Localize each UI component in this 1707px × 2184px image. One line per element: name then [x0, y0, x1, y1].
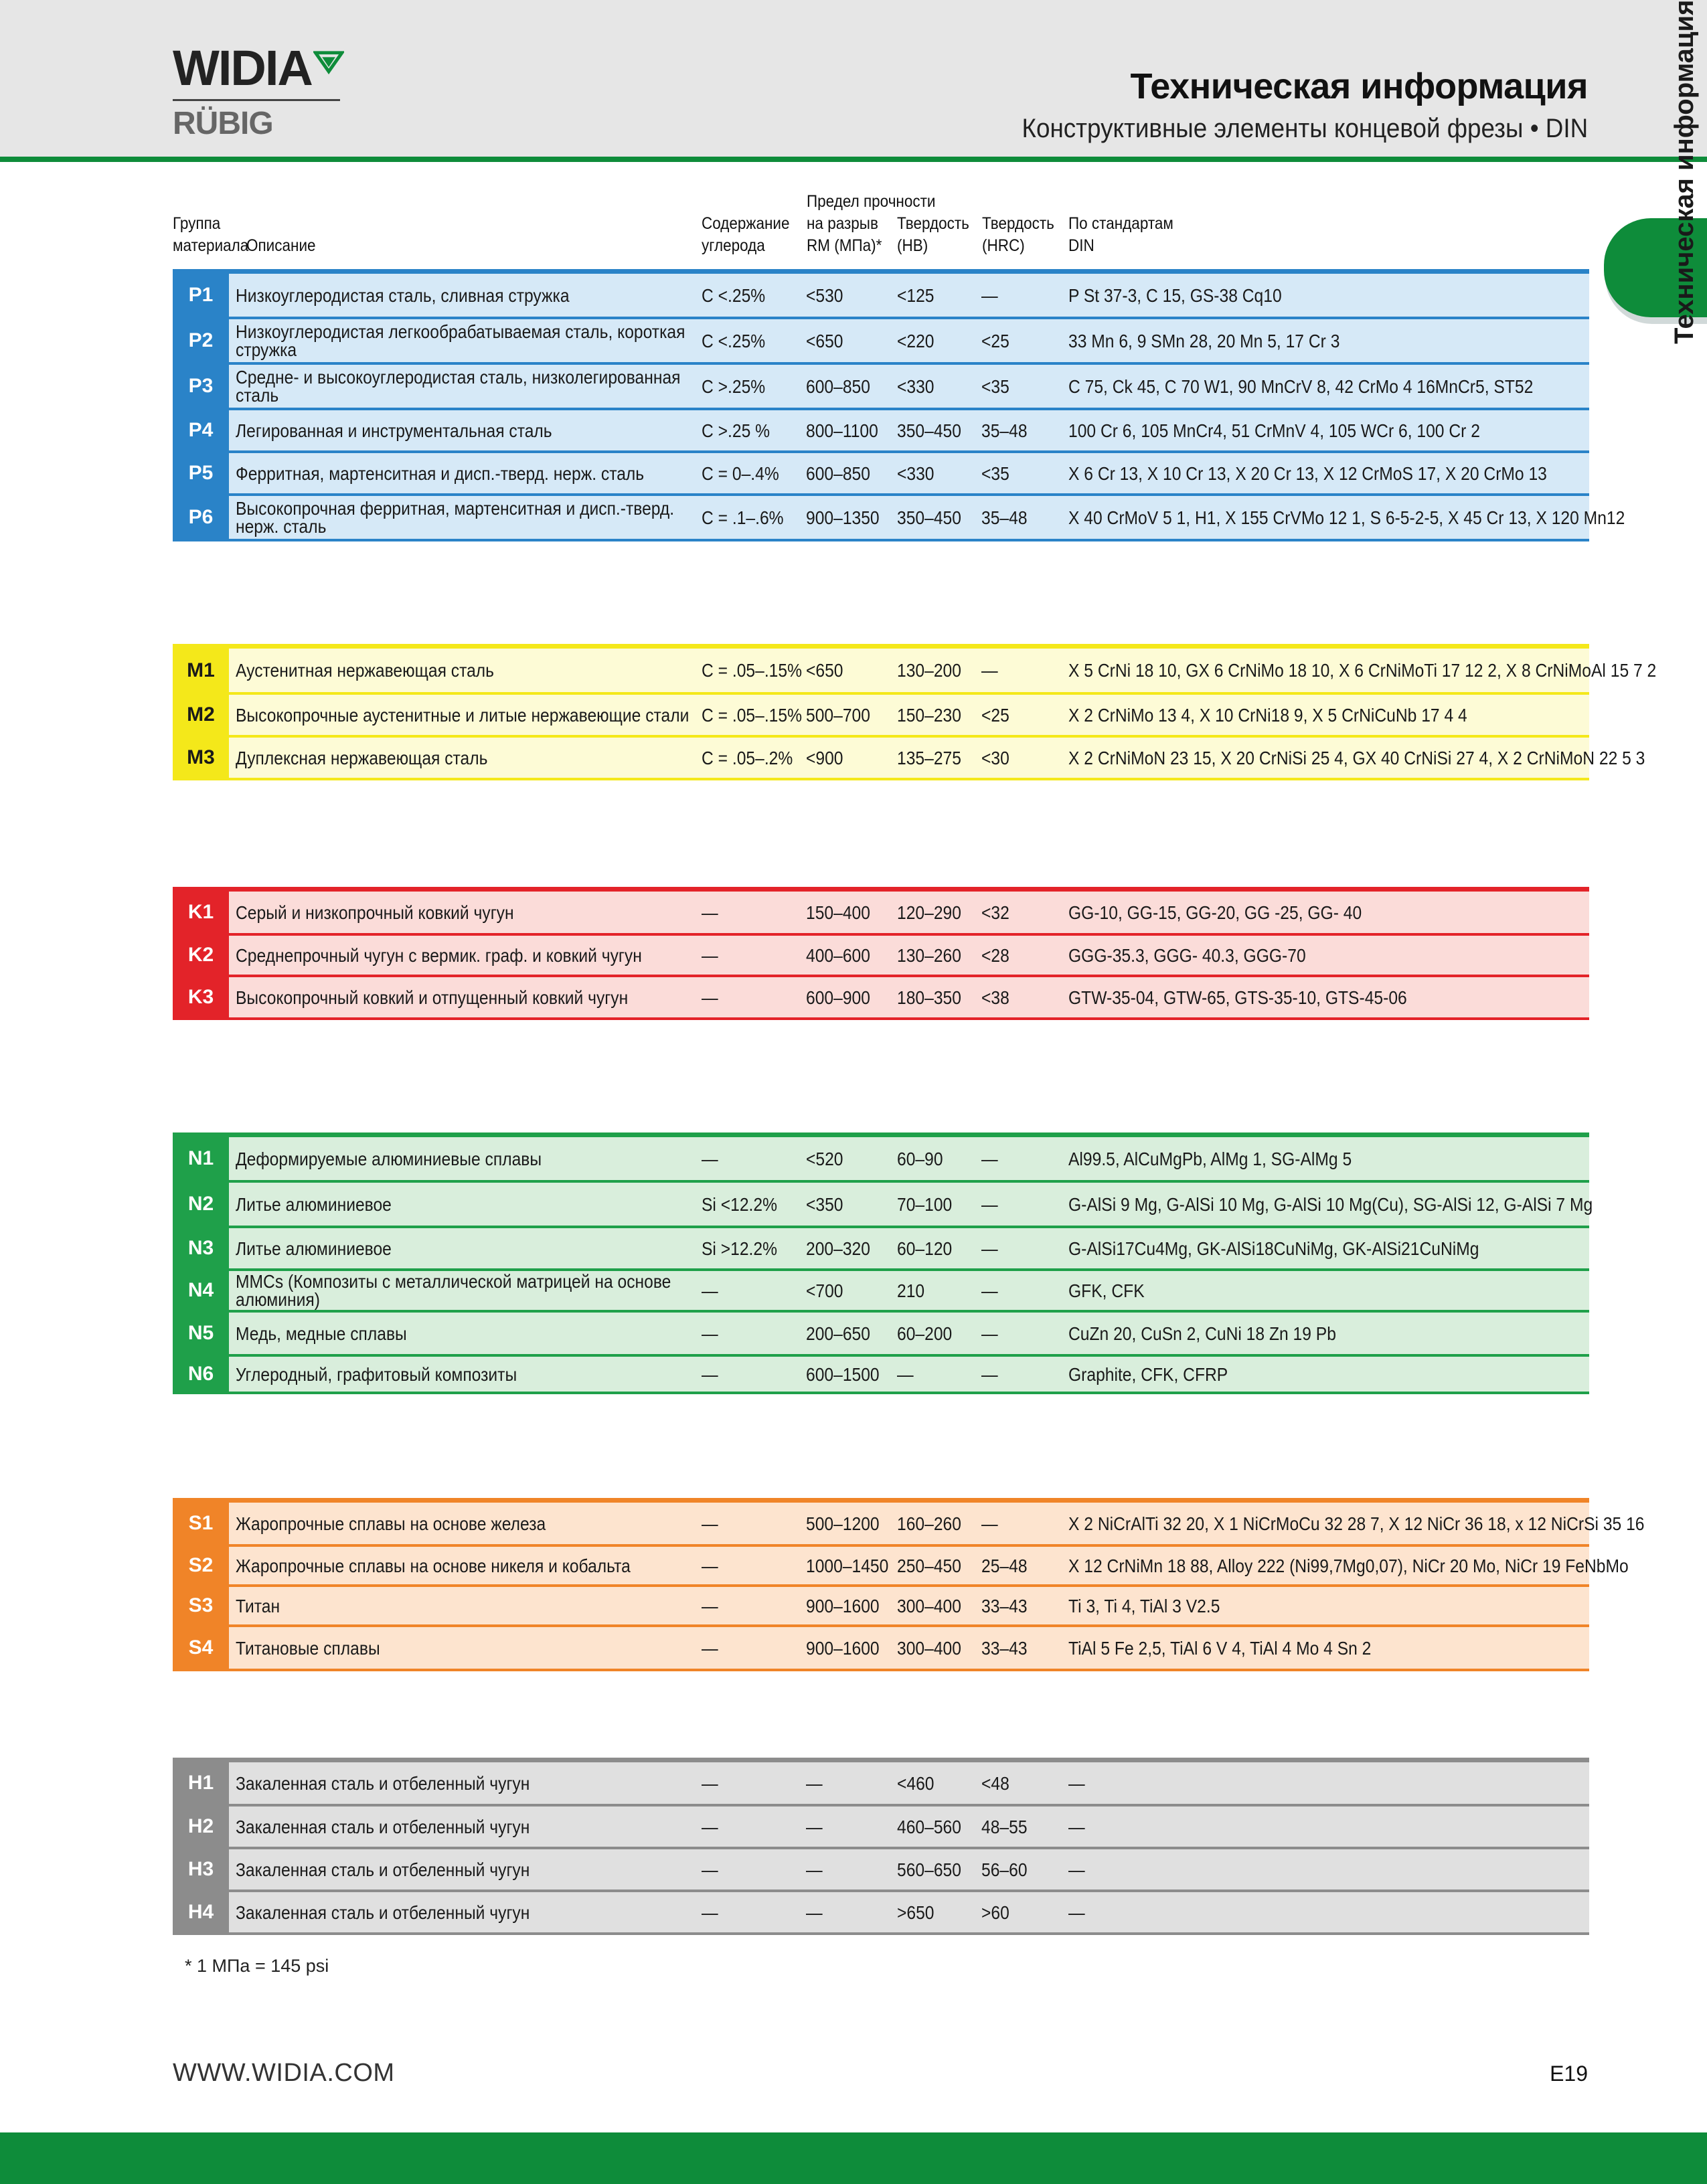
cell-hrc: — — [981, 1280, 998, 1301]
cell-din: GTW-35-04, GTW-65, GTS-35-10, GTS-45-06 — [1068, 987, 1407, 1008]
cell-desc: Углеродный, графитовый композиты — [236, 1363, 517, 1385]
material-code: P4 — [173, 410, 229, 450]
cell-desc: Жаропрочные сплавы на основе железа — [236, 1513, 546, 1534]
table-row — [173, 1849, 1589, 1892]
cell-rm: 900–1600 — [806, 1595, 880, 1616]
cell-carbon: — — [702, 1555, 718, 1576]
cell-din: GFK, CFK — [1068, 1280, 1145, 1301]
cell-din: X 6 Cr 13, X 10 Cr 13, X 20 Cr 13, X 12 CrMoS 17, X 20 CrMo 13 — [1068, 463, 1547, 484]
cell-din: X 2 CrNiMo 13 4, X 10 CrNi18 9, X 5 CrNiCuNb 17 4 4 — [1068, 704, 1467, 726]
cell-carbon: — — [702, 1513, 718, 1534]
cell-hrc: <25 — [981, 330, 1009, 351]
material-code: M1 — [173, 649, 229, 692]
col-head-group: Группа материала — [173, 214, 249, 255]
cell-desc: Среднепрочный чугун с вермик. граф. и ковкий чугун — [236, 944, 642, 966]
cell-carbon: C = .05–.15% — [702, 660, 802, 681]
cell-hrc: — — [981, 1513, 998, 1534]
cell-desc: MMCs (Композиты с металлической матрицей на основе алюминия) — [236, 1271, 671, 1310]
table-row — [173, 1587, 1589, 1627]
table-row — [173, 319, 1589, 365]
table-row — [173, 1547, 1629, 1587]
cell-rm: 200–320 — [806, 1238, 870, 1259]
cell-din: 100 Cr 6, 105 MnCr4, 51 CrMnV 4, 105 WCr 6, 100 Cr 2 — [1068, 420, 1480, 441]
cell-hb: 120–290 — [897, 902, 961, 923]
group-top-line — [173, 1758, 1589, 1762]
cell-desc: Закаленная сталь и отбеленный чугун — [236, 1772, 530, 1794]
cell-desc: Низкоуглеродистая сталь, сливная стружка — [236, 284, 570, 306]
table-row — [173, 649, 1657, 695]
cell-rm: 400–600 — [806, 944, 870, 966]
material-code: N1 — [173, 1137, 229, 1180]
cell-hb: 135–275 — [897, 747, 961, 768]
material-code: M2 — [173, 695, 229, 735]
cell-carbon: Si <12.2% — [702, 1193, 778, 1215]
material-code: P6 — [173, 496, 229, 539]
material-code: S1 — [173, 1503, 229, 1544]
table-row — [173, 936, 1589, 977]
cell-hrc: <28 — [981, 944, 1009, 966]
cell-din: P St 37-3, C 15, GS-38 Cq10 — [1068, 284, 1282, 306]
table-row — [173, 1357, 1589, 1394]
cell-desc: Средне- и высокоуглеродистая сталь, низколегированная сталь — [236, 367, 681, 406]
cell-hrc: 48–55 — [981, 1816, 1028, 1837]
group-top-line — [173, 269, 1589, 274]
cell-desc: Высокопрочный ковкий и отпущенный ковкий чугун — [236, 987, 629, 1008]
cell-carbon: C <.25% — [702, 330, 766, 351]
table-row — [173, 1183, 1593, 1228]
cell-hb: 160–260 — [897, 1513, 961, 1534]
group-top-line — [173, 644, 1589, 649]
cell-rm: <700 — [806, 1280, 843, 1301]
material-code: M3 — [173, 738, 229, 778]
material-group-k — [173, 887, 1589, 1008]
cell-hb: 460–560 — [897, 1816, 961, 1837]
cell-hb: — — [897, 1363, 914, 1385]
table-row — [173, 1228, 1589, 1271]
cell-rm: 1000–1450 — [806, 1555, 889, 1576]
cell-hb: 350–450 — [897, 507, 961, 528]
cell-din: — — [1068, 1902, 1085, 1923]
cell-rm: — — [806, 1859, 823, 1880]
cell-desc: Титан — [236, 1595, 280, 1616]
cell-hrc: — — [981, 1238, 998, 1259]
cell-din: C 75, Ck 45, C 70 W1, 90 MnCrV 8, 42 CrMo 4 16MnCr5, ST52 — [1068, 375, 1534, 397]
cell-hrc: <35 — [981, 463, 1009, 484]
material-code: P5 — [173, 453, 229, 493]
cell-hrc: >60 — [981, 1902, 1009, 1923]
cell-din: G-AlSi 9 Mg, G-AlSi 10 Mg, G-AlSi 10 Mg(Cu), SG-AlSi 12, G-AlSi 7 Mg — [1068, 1193, 1593, 1215]
cell-din: — — [1068, 1772, 1085, 1794]
cell-desc: Деформируемые алюминиевые сплавы — [236, 1148, 542, 1169]
cell-hb: 250–450 — [897, 1555, 961, 1576]
group-top-line — [173, 887, 1589, 892]
cell-din: — — [1068, 1859, 1085, 1880]
table-row — [173, 1313, 1589, 1357]
footer-band — [0, 2132, 1707, 2184]
cell-hb: <330 — [897, 463, 934, 484]
cell-din: Graphite, CFK, CFRP — [1068, 1363, 1228, 1385]
cell-hrc: <25 — [981, 704, 1009, 726]
cell-din: G-AlSi17Cu4Mg, GK-AlSi18CuNiMg, GK-AlSi21CuNiMg — [1068, 1238, 1479, 1259]
cell-din: Al99.5, AlCuMgPb, AlMg 1, SG-AlMg 5 — [1068, 1148, 1352, 1169]
cell-hrc: <38 — [981, 987, 1009, 1008]
table-row — [173, 1137, 1589, 1183]
cell-hb: <330 — [897, 375, 934, 397]
logo-widia-text: WIDIA — [173, 40, 312, 96]
cell-carbon: C = .05–.2% — [702, 747, 793, 768]
table-row — [173, 274, 1589, 319]
table-row — [173, 1627, 1589, 1671]
material-code: K2 — [173, 936, 229, 975]
material-code: P2 — [173, 319, 229, 362]
material-group-s — [173, 1498, 1645, 1659]
cell-desc: Медь, медные сплавы — [236, 1323, 407, 1344]
logo-divider — [173, 99, 340, 101]
cell-carbon: C <.25% — [702, 284, 766, 306]
cell-din: X 2 CrNiMoN 23 15, X 20 CrNiSi 25 4, GX 40 CrNiSi 27 4, X 2 CrNiMoN 22 5 3 — [1068, 747, 1645, 768]
cell-desc: Литье алюминиевое — [236, 1238, 392, 1259]
page-title: Техническая информация — [1130, 66, 1588, 106]
cell-hb: 560–650 — [897, 1859, 961, 1880]
material-code: K1 — [173, 892, 229, 933]
cell-hb: <460 — [897, 1772, 934, 1794]
material-code: S3 — [173, 1587, 229, 1624]
table-row — [173, 496, 1625, 541]
material-code: H4 — [173, 1892, 229, 1932]
cell-hb: 60–90 — [897, 1148, 943, 1169]
cell-carbon: C = 0–.4% — [702, 463, 779, 484]
cell-hrc: — — [981, 284, 998, 306]
cell-carbon: — — [702, 1280, 718, 1301]
cell-desc: Литье алюминиевое — [236, 1193, 392, 1215]
cell-hb: 130–260 — [897, 944, 961, 966]
cell-din: — — [1068, 1816, 1085, 1837]
footnote: * 1 МПа = 145 psi — [185, 1956, 329, 1976]
cell-desc: Аустенитная нержавеющая сталь — [236, 660, 495, 681]
cell-din: X 5 CrNi 18 10, GX 6 CrNiMo 18 10, X 6 CrNiMoTi 17 12 2, X 8 CrNiMoAl 15 7 2 — [1068, 660, 1657, 681]
cell-carbon: — — [702, 902, 718, 923]
table-row — [173, 695, 1589, 738]
material-code: S4 — [173, 1627, 229, 1669]
table-row — [173, 1807, 1589, 1849]
cell-hb: 60–120 — [897, 1238, 953, 1259]
material-code: K3 — [173, 977, 229, 1017]
table-row — [173, 977, 1589, 1020]
cell-rm: <530 — [806, 284, 843, 306]
cell-hrc: <32 — [981, 902, 1009, 923]
cell-carbon: — — [702, 1595, 718, 1616]
table-row — [173, 1892, 1589, 1935]
logo-rubig-text: RÜBIG — [173, 106, 273, 141]
cell-carbon: — — [702, 1323, 718, 1344]
cell-hb: 150–230 — [897, 704, 961, 726]
cell-rm: 600–850 — [806, 375, 870, 397]
cell-carbon: — — [702, 1859, 718, 1880]
cell-din: Ti 3, Ti 4, TiAl 3 V2.5 — [1068, 1595, 1220, 1616]
cell-carbon: — — [702, 944, 718, 966]
cell-rm: <350 — [806, 1193, 843, 1215]
material-code: H2 — [173, 1807, 229, 1847]
cell-carbon: C = .05–.15% — [702, 704, 802, 726]
material-code: N4 — [173, 1271, 229, 1310]
cell-hb: 130–200 — [897, 660, 961, 681]
material-code: N6 — [173, 1357, 229, 1392]
cell-rm: 900–1600 — [806, 1637, 880, 1659]
cell-hrc: <48 — [981, 1772, 1009, 1794]
col-head-hb: Твердость (HB) — [897, 214, 969, 255]
cell-rm: 150–400 — [806, 902, 870, 923]
cell-hrc: — — [981, 1363, 998, 1385]
page-subtitle: Конструктивные элементы концевой фрезы • DIN — [1022, 114, 1588, 143]
cell-hrc: 35–48 — [981, 507, 1028, 528]
cell-desc: Ферритная, мартенситная и дисп.-тверд. нерж. сталь — [236, 463, 645, 484]
cell-hb: 180–350 — [897, 987, 961, 1008]
cell-carbon: Si >12.2% — [702, 1238, 778, 1259]
cell-hb: 210 — [897, 1280, 925, 1301]
cell-din: GGG-35.3, GGG- 40.3, GGG-70 — [1068, 944, 1306, 966]
cell-rm: 600–1500 — [806, 1363, 880, 1385]
material-code: P1 — [173, 274, 229, 317]
cell-rm: 600–900 — [806, 987, 870, 1008]
cell-hrc: — — [981, 660, 998, 681]
cell-desc: Серый и низкопрочный ковкий чугун — [236, 902, 514, 923]
table-row — [173, 1503, 1645, 1547]
col-head-carbon: Содержание углерода — [702, 214, 790, 255]
cell-carbon: — — [702, 1902, 718, 1923]
cell-carbon: — — [702, 1816, 718, 1837]
cell-desc: Жаропрочные сплавы на основе никеля и кобальта — [236, 1555, 631, 1576]
website-link[interactable]: WWW.WIDIA.COM — [173, 2059, 395, 2087]
cell-carbon: C >.25% — [702, 375, 766, 397]
cell-hb: 300–400 — [897, 1637, 961, 1659]
table-row — [173, 1271, 1589, 1313]
cell-din: X 40 CrMoV 5 1, H1, X 155 CrVMo 12 1, S 6-5-2-5, X 45 Cr 13, X 120 Mn12 — [1068, 507, 1625, 528]
cell-hb: <220 — [897, 330, 934, 351]
cell-din: X 2 NiCrAlTi 32 20, X 1 NiCrMoCu 32 28 7, X 12 NiCr 36 18, x 12 NiCrSi 35 16 — [1068, 1513, 1645, 1534]
cell-carbon: — — [702, 987, 718, 1008]
cell-hrc: 56–60 — [981, 1859, 1028, 1880]
cell-desc: Низкоуглеродистая легкообрабатываемая сталь, короткая стружка — [236, 321, 685, 360]
cell-din: TiAl 5 Fe 2,5, TiAl 6 V 4, TiAl 4 Mo 4 Sn 2 — [1068, 1637, 1372, 1659]
cell-din: CuZn 20, CuSn 2, CuNi 18 Zn 19 Pb — [1068, 1323, 1336, 1344]
material-group-m — [173, 644, 1657, 768]
table-row — [173, 738, 1645, 780]
cell-din: 33 Mn 6, 9 SMn 28, 20 Mn 5, 17 Cr 3 — [1068, 330, 1340, 351]
cell-rm: 800–1100 — [806, 420, 878, 441]
table-row — [173, 365, 1589, 410]
cell-hrc: <35 — [981, 375, 1009, 397]
cell-rm: 500–700 — [806, 704, 870, 726]
material-code: N3 — [173, 1228, 229, 1268]
table-row — [173, 453, 1589, 496]
material-code: P3 — [173, 365, 229, 408]
cell-rm: <650 — [806, 660, 843, 681]
cell-rm: 500–1200 — [806, 1513, 880, 1534]
cell-hb: 70–100 — [897, 1193, 953, 1215]
table-row — [173, 892, 1589, 936]
material-code: N2 — [173, 1183, 229, 1226]
cell-desc: Титановые сплавы — [236, 1637, 380, 1659]
col-head-din: По стандартам DIN — [1068, 214, 1173, 255]
cell-din: GG-10, GG-15, GG-20, GG -25, GG- 40 — [1068, 902, 1362, 923]
cell-desc: Высокопрочная ферритная, мартенситная и дисп.-тверд. нерж. сталь — [236, 498, 675, 537]
cell-hb: 350–450 — [897, 420, 961, 441]
cell-hrc: 35–48 — [981, 420, 1028, 441]
cell-carbon: — — [702, 1772, 718, 1794]
cell-carbon: C = .1–.6% — [702, 507, 784, 528]
cell-rm: <900 — [806, 747, 843, 768]
cell-hb: >650 — [897, 1902, 934, 1923]
material-code: N5 — [173, 1313, 229, 1354]
cell-desc: Закаленная сталь и отбеленный чугун — [236, 1902, 530, 1923]
cell-desc: Высокопрочные аустенитные и литые нержавеющие стали — [236, 704, 689, 726]
cell-desc: Дуплексная нержавеющая сталь — [236, 747, 488, 768]
cell-carbon: C >.25 % — [702, 420, 770, 441]
material-code: H1 — [173, 1762, 229, 1804]
cell-hrc: — — [981, 1323, 998, 1344]
logo-triangle-icon — [313, 47, 344, 76]
col-head-hrc: Твердость (HRC) — [982, 214, 1054, 255]
cell-hrc: — — [981, 1193, 998, 1215]
material-group-p — [173, 269, 1625, 537]
brand-logo — [173, 41, 344, 141]
col-head-description: Описание — [246, 236, 316, 255]
cell-desc: Закаленная сталь и отбеленный чугун — [236, 1859, 530, 1880]
cell-carbon: — — [702, 1363, 718, 1385]
group-top-line — [173, 1498, 1589, 1503]
cell-din: X 12 CrNiMn 18 88, Alloy 222 (Ni99,7Mg0,07), NiCr 20 Mo, NiCr 19 FeNbMo — [1068, 1555, 1629, 1576]
cell-hrc: 33–43 — [981, 1595, 1028, 1616]
cell-rm: — — [806, 1902, 823, 1923]
cell-hrc: 33–43 — [981, 1637, 1028, 1659]
material-group-h — [173, 1758, 1589, 1923]
cell-hrc: <30 — [981, 747, 1009, 768]
cell-rm: 200–650 — [806, 1323, 870, 1344]
cell-hb: 300–400 — [897, 1595, 961, 1616]
material-code: H3 — [173, 1849, 229, 1889]
cell-hrc: 25–48 — [981, 1555, 1028, 1576]
cell-desc: Легированная и инструментальная сталь — [236, 420, 552, 441]
cell-carbon: — — [702, 1637, 718, 1659]
cell-rm: <650 — [806, 330, 843, 351]
col-head-strength: Предел прочности на разрыв RM (МПа)* — [807, 192, 936, 255]
cell-carbon: — — [702, 1148, 718, 1169]
cell-rm: 900–1350 — [806, 507, 880, 528]
cell-rm: — — [806, 1772, 823, 1794]
cell-rm: 600–850 — [806, 463, 870, 484]
cell-hb: 60–200 — [897, 1323, 953, 1344]
cell-hrc: — — [981, 1148, 998, 1169]
side-tab-label: Техническая информация — [1670, 0, 1699, 344]
table-row — [173, 1762, 1589, 1807]
cell-rm: <520 — [806, 1148, 843, 1169]
table-row — [173, 410, 1589, 453]
cell-desc: Закаленная сталь и отбеленный чугун — [236, 1816, 530, 1837]
cell-rm: — — [806, 1816, 823, 1837]
material-group-n — [173, 1132, 1593, 1385]
header-rule — [0, 157, 1707, 162]
group-top-line — [173, 1132, 1589, 1137]
page-number: E19 — [1550, 2062, 1588, 2086]
cell-hb: <125 — [897, 284, 934, 306]
material-code: S2 — [173, 1547, 229, 1584]
